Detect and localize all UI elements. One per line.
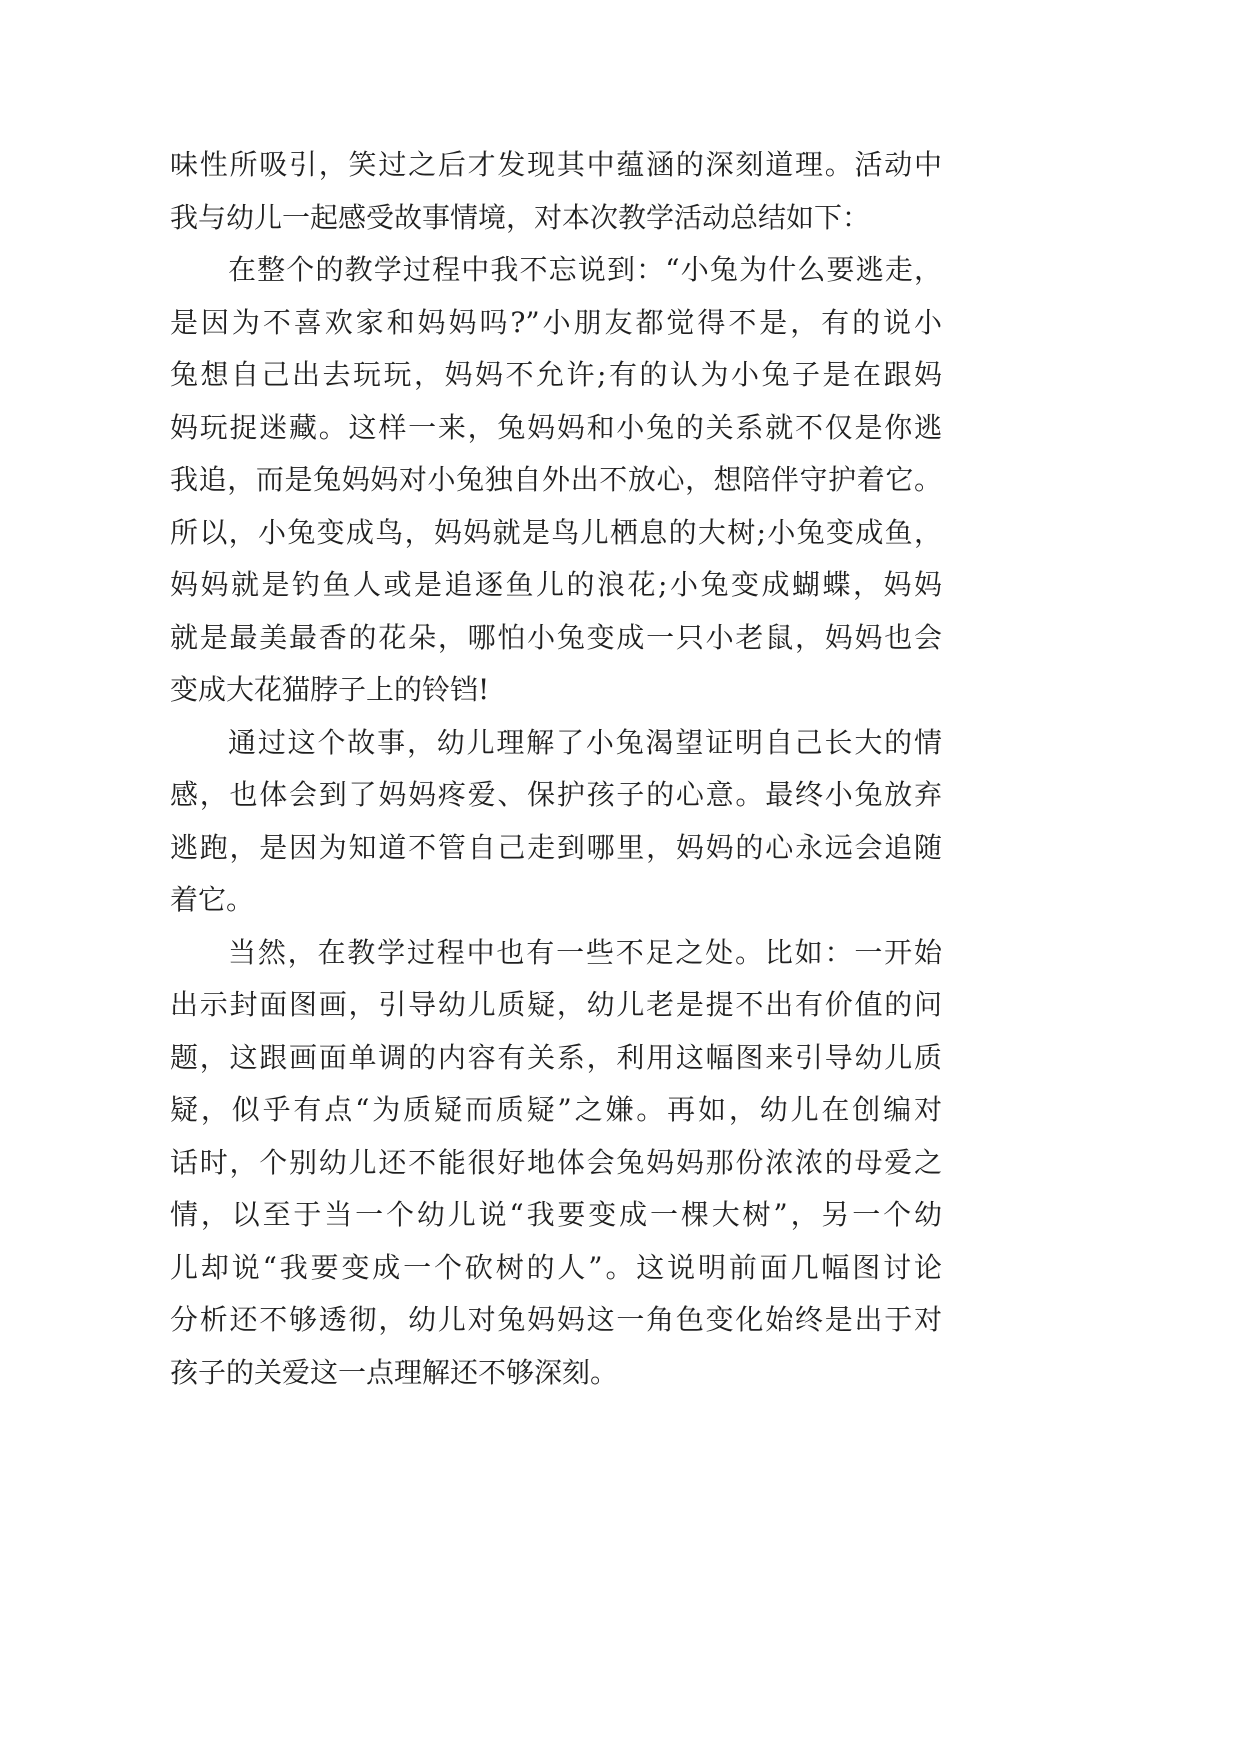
text-line: 妈妈就是钓鱼人或是追逐鱼儿的浪花;小兔变成蝴蝶，妈妈 xyxy=(170,568,942,601)
text-line: 儿却说“我要变成一个砍树的人”。这说明前面几幅图讨论 xyxy=(170,1250,942,1284)
text-line: 当然，在教学过程中也有一些不足之处。比如：一开始 xyxy=(228,935,942,969)
text-line: 妈玩捉迷藏。这样一来，兔妈妈和小兔的关系就不仅是你逃 xyxy=(170,410,942,444)
text-line: 就是最美最香的花朵，哪怕小兔变成一只小老鼠，妈妈也会 xyxy=(170,620,942,654)
text-line: 话时，个别幼儿还不能很好地体会兔妈妈那份浓浓的母爱之 xyxy=(170,1145,942,1179)
text-line: 逃跑，是因为知道不管自己走到哪里，妈妈的心永远会追随 xyxy=(170,830,942,864)
text-line: 在整个的教学过程中我不忘说到：“小兔为什么要逃走， xyxy=(228,253,942,286)
text-line: 出示封面图画，引导幼儿质疑，幼儿老是提不出有价值的问 xyxy=(170,988,942,1021)
paragraph-1 xyxy=(170,139,942,244)
text-line: 通过这个故事，幼儿理解了小兔渴望证明自己长大的情 xyxy=(228,725,942,759)
text-line: 分析还不够透彻，幼儿对兔妈妈这一角色变化始终是出于对 xyxy=(170,1303,942,1336)
text-line: 我追，而是兔妈妈对小兔独自外出不放心，想陪伴守护着它。 xyxy=(170,463,942,496)
text-line: 感，也体会到了妈妈疼爱、保护孩子的心意。最终小兔放弃 xyxy=(170,778,942,811)
text-line: 疑，似乎有点“为质疑而质疑”之嫌。再如，幼儿在创编对 xyxy=(170,1093,942,1126)
text-line: 题，这跟画面单调的内容有关系，利用这幅图来引导幼儿质 xyxy=(170,1040,942,1074)
text-line: 我与幼儿一起感受故事情境，对本次教学活动总结如下： xyxy=(170,200,871,234)
document-body xyxy=(170,139,942,1399)
text-line: 变成大花猫脖子上的铃铛! xyxy=(170,673,490,706)
text-line: 孩子的关爱这一点理解还不够深刻。 xyxy=(170,1355,619,1389)
paragraph-2 xyxy=(170,244,942,717)
paragraph-3 xyxy=(170,717,942,927)
text-line: 所以，小兔变成鸟，妈妈就是鸟儿栖息的大树;小兔变成鱼， xyxy=(170,515,942,549)
paragraph-4 xyxy=(170,927,942,1400)
text-line: 情，以至于当一个幼儿说“我要变成一棵大树”，另一个幼 xyxy=(170,1198,942,1231)
text-line: 味性所吸引，笑过之后才发现其中蕴涵的深刻道理。活动中 xyxy=(170,148,942,181)
text-line: 兔想自己出去玩玩，妈妈不允许;有的认为小兔子是在跟妈 xyxy=(170,358,942,391)
text-line: 着它。 xyxy=(170,883,255,916)
text-line: 是因为不喜欢家和妈妈吗?”小朋友都觉得不是，有的说小 xyxy=(170,305,942,339)
